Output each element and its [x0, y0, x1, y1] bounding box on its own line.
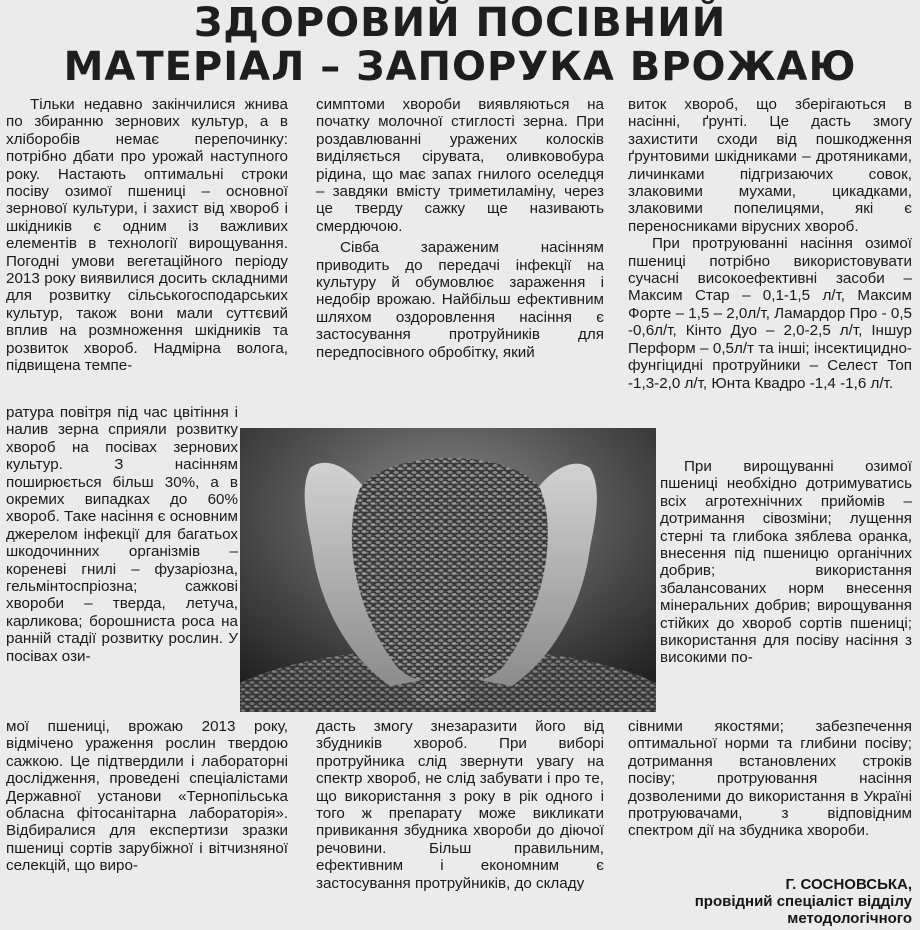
column-3-wrap [660, 458, 912, 667]
paragraph: При протруюванні насіння озимої пшениці потрібно використовувати сучасні високоефективні засоби – Максим Стар – 0,1-1,5 л/т, Максим Форте – 1,5 – 2,0л/т, Ламардор Про - 0,5 -0,6л/т, Кінто Дуо – 2,0-2,5 л/т, Іншур Перформ – 0,5л/т та інші; інсектицидно-фунгіцидні протруйники – Селест Топ -1,3-2,0 л/т, Юнта Квадро -1,4 -1,6 л/т. [628, 235, 912, 392]
paragraph: виток хвороб, що зберігаються в насінні, ґрунті. Це дасть змогу захистити сходи від пошкодження ґрунтовими шкідниками – дротяниками, личинками підгризаючих совок, злаковими мухами, цикадками, злаковими попелицями, які є переносниками вірусних хвороб. [628, 96, 912, 235]
falling-grain [410, 682, 470, 706]
column-2-bottom [316, 718, 604, 892]
paragraph: При вирощуванні озимої пшениці необхідно дотримуватись всіх агротехнічних прийомів – дотримання сівозміни; лущення стерні та глибока зяблева оранка, внесення під пшеницю органічних добрив; використання збалансованих норм внесення мінеральних добрив; вирощування стійких до хвороб сортів пшениці; використання для посіву насіння з високими по- [660, 458, 912, 667]
author-title: провідний спеціаліст відділу [694, 893, 912, 910]
column-1-top [6, 96, 288, 375]
column-3-top [628, 96, 912, 392]
paragraph: симптоми хвороби виявляються на початку молочної стиглості зерна. При роздавлюванні уражених колосків виділяється сірувата, оливковобура рідина, що має запах гнилого оселедця – завдяки вмісту триметиламіну, через це тверду сажку ще називають смердючою. [316, 96, 604, 235]
paragraph-continued: ратура повітря під час цвітіння і налив зерна сприяли розвитку хвороб на посівах зернових культур. З насінням поширюється більш 30%, а в окремих випадках до 60% хвороб. Таке насіння є основним джерелом інфекції для багатьох шкодочинних організмів – кореневі гнилі – фузаріозна, гельмінтоспріозна; сажкові хвороби – тверда, летуча, карликова; борошниста роса на ранній стадії розвитку рослин. У посівах ози- [6, 404, 238, 665]
column-1-wrap [6, 404, 238, 665]
column-2-top [316, 96, 604, 361]
grain-hands-photo [240, 428, 656, 712]
headline-line-1: ЗДОРОВИЙ ПОСІВНИЙ [193, 0, 727, 46]
paragraph-continued: сівними якостями; забезпечення оптимальної норми та глибини посіву; дотримання встановлених строків посіву; протруювання насіння дозволеними до використання в Україні протруювачами, з відповідним спектром дії на збудника хвороби. [628, 718, 912, 840]
paragraph-continued: дасть змогу знезаразити його від збудників хвороб. При виборі протруйника слід звернути увагу на спектр хвороб, не слід забувати і про те, що використання з року в рік одного і того ж препарату може викликати привикання збудника хвороби до діючої речовини. Більш правильним, ефективним і економним є застосування протруйників, до складу [316, 718, 604, 892]
author-name: Г. СОСНОВСЬКА, [785, 876, 912, 893]
headline-line-2: МАТЕРІАЛ – ЗАПОРУКА ВРОЖАЮ [63, 44, 857, 90]
author-signature [612, 876, 912, 927]
paragraph: Сівба зараженим насінням приводить до передачі інфекції на культуру й обумовлює зараження і недобір врожаю. Найбільш ефективним шляхом оздоровлення насіння є застосування протруйників для передпосівного обробітку, який [316, 239, 604, 361]
paragraph: Тільки недавно закінчилися жнива по збиранню зернових культур, а в хліборобів немає перепочинку: потрібно дбати про урожай наступного року. Настають оптимальні строки посіву озимої пшениці – основної зернової культури, і захист від хвороб і шкідників є одним із важливих елементів в технології вирощування. Погодні умови вегетаційного періоду 2013 року виявилися досить складними для розвитку сільськогосподарських культур, також вони мали суттєвий вплив на розмноження шкідників та розвиток хвороб. Надмірна волога, підвищена темпе- [6, 96, 288, 375]
grain-hands-image [240, 428, 656, 712]
column-1-bottom [6, 718, 288, 875]
column-3-bottom [628, 718, 912, 840]
author-title: методологічного [787, 910, 912, 927]
paragraph-continued: мої пшениці, врожаю 2013 року, відмічено ураження рослин твердою сажкою. Це підтвердили і лабораторні дослідження, проведені спеціалістами Державної установи «Тернопільська обласна фітосанітарна лабораторія». Відбиралися для експертизи зразки пшениці сортів зарубіжної і вітчизняної селекцій, що виро- [6, 718, 288, 875]
